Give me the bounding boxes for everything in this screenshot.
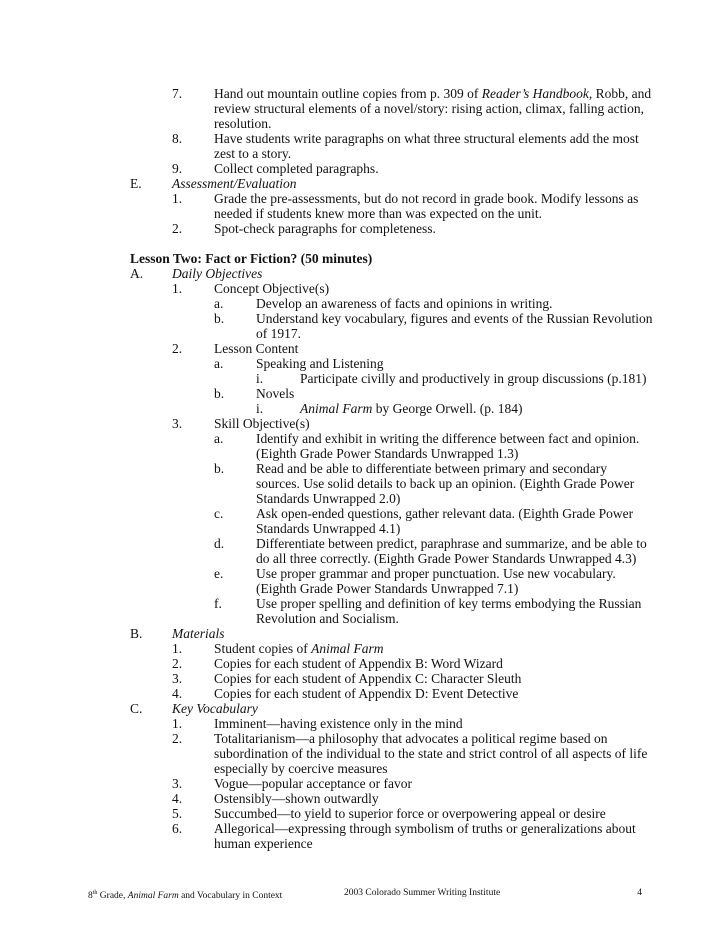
subsubitem-label: i. — [256, 371, 264, 386]
text-line: do all three correctly. (Eighth Grade Power Standards Unwrapped 4.3) — [256, 551, 637, 566]
text-line: Understand key vocabulary, figures and events of the Russian Revolution — [256, 311, 653, 326]
item-label: 5. — [172, 806, 183, 821]
book-title: Reader’s Handbook, — [481, 86, 593, 101]
subitem-label: a. — [214, 296, 224, 311]
book-title: Animal Farm — [300, 401, 373, 416]
text-line: Succumbed—to yield to superior force or overpowering appeal or desire — [214, 806, 606, 821]
subitem-label: d. — [214, 536, 225, 551]
item-label: 1. — [172, 281, 183, 296]
subitem-label: e. — [214, 566, 224, 581]
item-label: 2. — [172, 731, 183, 746]
text-line: Standards Unwrapped 4.1) — [256, 521, 401, 536]
text-line: Ask open-ended questions, gather relevant data. (Eighth Grade Power — [256, 506, 634, 521]
text-line: Copies for each student of Appendix B: Word Wizard — [214, 656, 503, 671]
text-line: Have students write paragraphs on what three structural elements add the most — [214, 131, 639, 146]
text-line: Standards Unwrapped 2.0) — [256, 491, 401, 506]
subitem-label: b. — [214, 386, 225, 401]
item-label: 2. — [172, 221, 183, 236]
text-line: Use proper grammar and proper punctuation. Use new vocabulary. — [256, 566, 616, 581]
text-line: Vogue—popular acceptance or favor — [214, 776, 413, 791]
section-heading: Key Vocabulary — [172, 701, 258, 716]
text-line: Animal Farm by George Orwell. (p. 184) — [300, 401, 523, 416]
footer-left: 8th Grade, Animal Farm and Vocabulary in Context — [88, 890, 283, 901]
text-line: Identify and exhibit in writing the difference between fact and opinion. — [256, 431, 640, 446]
text-line: Hand out mountain outline copies from p. 309 of Reader’s Handbook, Robb, and — [214, 86, 652, 101]
text-line: Copies for each student of Appendix C: Character Sleuth — [214, 671, 522, 686]
page-number: 4 — [637, 888, 642, 898]
text-line: Participate civilly and productively in group discussions (p.181) — [300, 371, 647, 386]
text-line: Revolution and Socialism. — [256, 611, 399, 626]
section-label: A. — [130, 266, 144, 281]
text-line: (Eighth Grade Power Standards Unwrapped 1.3) — [256, 446, 519, 461]
item-label: 8. — [172, 131, 183, 146]
item-label: 4. — [172, 686, 183, 701]
text-line: Read and be able to differentiate between primary and secondary — [256, 461, 607, 476]
text-line: Collect completed paragraphs. — [214, 161, 379, 176]
text-line: Use proper spelling and definition of key terms embodying the Russian — [256, 596, 642, 611]
text-line: Novels — [256, 386, 295, 401]
text-line: review structural elements of a novel/story: rising action, climax, falling action, — [214, 101, 644, 116]
text-line: especially by coercive measures — [214, 761, 388, 776]
subitem-label: f. — [214, 596, 222, 611]
text-line: (Eighth Grade Power Standards Unwrapped 7.1) — [256, 581, 519, 596]
item-label: 2. — [172, 656, 183, 671]
item-label: 2. — [172, 341, 183, 356]
text-line: subordination of the individual to the state and strict control of all aspects of life — [214, 746, 648, 761]
text-line: Imminent—having existence only in the mind — [214, 716, 463, 731]
text-line: Totalitarianism—a philosophy that advocates a political regime based on — [214, 731, 608, 746]
text-line: Concept Objective(s) — [214, 281, 330, 296]
text-line: of 1917. — [256, 326, 301, 341]
section-heading: Materials — [172, 626, 225, 641]
text-line: Student copies of Animal Farm — [214, 641, 384, 656]
subitem-label: b. — [214, 461, 225, 476]
text-line: Differentiate between predict, paraphrase and summarize, and be able to — [256, 536, 647, 551]
text-line: sources. Use solid details to back up an opinion. (Eighth Grade Power — [256, 476, 635, 491]
text-line: Allegorical—expressing through symbolism of truths or generalizations about — [214, 821, 636, 836]
text-line: Lesson Content — [214, 341, 299, 356]
text-line: needed if students knew more than was expected on the unit. — [214, 206, 543, 221]
section-label: B. — [130, 626, 143, 641]
text-line: Skill Objective(s) — [214, 416, 310, 431]
section-label: E. — [130, 176, 142, 191]
subitem-label: b. — [214, 311, 225, 326]
text-line: Copies for each student of Appendix D: Event Detective — [214, 686, 519, 701]
section-label: C. — [130, 701, 143, 716]
item-label: 3. — [172, 416, 183, 431]
subsubitem-label: i. — [256, 401, 264, 416]
book-title: Animal Farm — [311, 641, 384, 656]
item-label: 7. — [172, 86, 183, 101]
section-heading: Daily Objectives — [172, 266, 263, 281]
section-heading: Assessment/Evaluation — [172, 176, 297, 191]
item-label: 3. — [172, 671, 183, 686]
item-label: 9. — [172, 161, 183, 176]
text-line: Speaking and Listening — [256, 356, 384, 371]
text-line: human experience — [214, 836, 313, 851]
item-label: 1. — [172, 191, 183, 206]
subitem-label: a. — [214, 431, 224, 446]
item-label: 3. — [172, 776, 183, 791]
text-line: Ostensibly—shown outwardly — [214, 791, 379, 806]
text-line: zest to a story. — [214, 146, 292, 161]
subitem-label: c. — [214, 506, 224, 521]
item-label: 6. — [172, 821, 183, 836]
subitem-label: a. — [214, 356, 224, 371]
item-label: 4. — [172, 791, 183, 806]
footer-center: 2003 Colorado Summer Writing Institute — [344, 888, 501, 898]
text-line: Spot-check paragraphs for completeness. — [214, 221, 436, 236]
text-line: Grade the pre-assessments, but do not record in grade book. Modify lessons as — [214, 191, 639, 206]
lesson-heading: Lesson Two: Fact or Fiction? (50 minutes) — [130, 251, 373, 266]
item-label: 1. — [172, 641, 183, 656]
item-label: 1. — [172, 716, 183, 731]
text-line: resolution. — [214, 116, 272, 131]
text-line: Develop an awareness of facts and opinions in writing. — [256, 296, 553, 311]
